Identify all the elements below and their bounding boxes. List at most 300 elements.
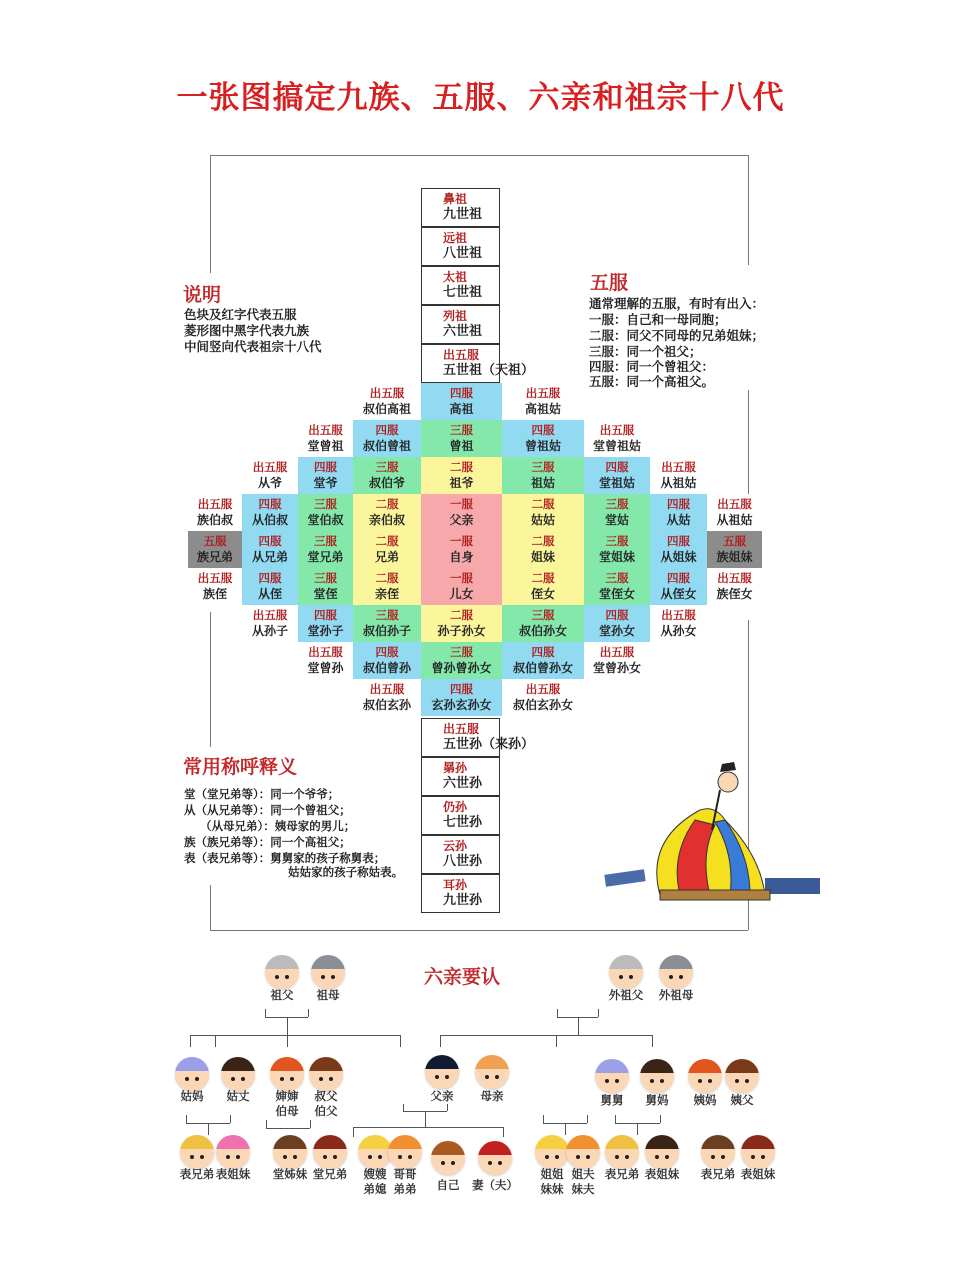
hair xyxy=(313,1135,347,1149)
mourning-tier: 三服 xyxy=(531,608,555,622)
eye xyxy=(368,1155,372,1159)
hair xyxy=(358,1135,392,1149)
kin-name: 叔伯曾孙 xyxy=(362,661,411,675)
eye xyxy=(290,1077,294,1081)
eye xyxy=(319,1077,323,1081)
kin-name: 孙子孙女 xyxy=(437,624,486,638)
mourning-tier: 出五服 xyxy=(308,645,343,659)
terms-heading: 常用称呼释义 xyxy=(183,756,298,778)
tree-connector xyxy=(215,1035,216,1047)
kin-name: 高祖姑 xyxy=(524,402,561,416)
eye xyxy=(629,975,633,979)
page-title: 一张图搞定九族、五服、六亲和祖宗十八代 xyxy=(176,80,785,116)
generation-name: 六世孙 xyxy=(443,776,483,791)
kinship-cell xyxy=(502,383,584,420)
person-face-icon xyxy=(265,955,299,989)
kin-name: 叔伯玄孙女 xyxy=(512,698,573,712)
kin-name: 叔伯玄孙 xyxy=(362,698,411,712)
eye xyxy=(669,975,673,979)
eye xyxy=(226,1155,230,1159)
generation-tier: 仍孙 xyxy=(443,800,468,814)
kinship-cell xyxy=(421,642,502,679)
hair xyxy=(725,1059,759,1073)
mourning-tier: 四服 xyxy=(375,645,399,659)
kinship-cell xyxy=(353,605,421,642)
hair xyxy=(311,955,345,969)
mourning-tier: 四服 xyxy=(531,645,555,659)
kinship-cell xyxy=(584,420,650,457)
person-face-icon xyxy=(595,1059,629,1093)
kin-name: 堂姐妹 xyxy=(598,550,635,564)
hair xyxy=(273,1135,307,1149)
wufu-line: 五服：同一个高祖父。 xyxy=(589,374,715,389)
tree-connector xyxy=(265,1009,266,1017)
kinship-cell xyxy=(584,605,650,642)
wufu-line: 四服：同一个曾祖父： xyxy=(589,359,715,374)
mourning-tier: 四服 xyxy=(450,682,473,696)
wufu-line: 一服：自己和一母同胞； xyxy=(589,312,727,327)
kin-name: 曾祖 xyxy=(449,439,474,453)
generation-box xyxy=(421,266,500,305)
eye xyxy=(660,1079,664,1083)
mourning-tier: 出五服 xyxy=(252,608,288,622)
kin-name: 从伯叔 xyxy=(251,513,288,527)
mourning-tier: 三服 xyxy=(605,571,629,585)
mourning-tier: 四服 xyxy=(605,608,629,622)
eye xyxy=(285,975,289,979)
eye xyxy=(721,1155,725,1159)
mourning-tier: 四服 xyxy=(375,423,399,437)
kin-name: 亲伯叔 xyxy=(368,513,405,527)
person-label: 堂姊妹 xyxy=(272,1167,308,1181)
hair xyxy=(180,1135,214,1149)
eye xyxy=(555,1155,559,1159)
kin-name: 亲侄 xyxy=(374,587,399,601)
kinship-cell xyxy=(707,531,762,568)
tree-connector xyxy=(543,1115,544,1123)
person-face-icon xyxy=(701,1135,735,1169)
mourning-tier: 一服 xyxy=(450,534,473,548)
terms-line: 从（从兄弟等）：同一个曾祖父； xyxy=(184,803,351,817)
generation-tier: 出五服 xyxy=(443,722,480,736)
kinship-cell xyxy=(421,494,502,531)
kinship-cell xyxy=(353,494,421,531)
person-face-icon xyxy=(388,1135,422,1169)
mourning-tier: 出五服 xyxy=(661,608,696,622)
person-label: 堂兄弟 xyxy=(312,1167,348,1181)
eye xyxy=(650,1079,654,1083)
generation-name: 五世祖（天祖） xyxy=(443,363,535,378)
mourning-tier: 出五服 xyxy=(369,682,405,696)
kin-name: 从姐妹 xyxy=(660,550,697,564)
kinship-cell xyxy=(353,679,421,716)
kin-name: 族侄 xyxy=(202,587,227,601)
kin-name: 叔伯爷 xyxy=(368,476,405,490)
person-label: 姨妈 xyxy=(693,1093,717,1107)
eye xyxy=(498,1161,502,1165)
scholar-illustration-icon xyxy=(600,760,825,910)
kin-name: 从孙子 xyxy=(251,624,288,638)
kin-name: 从爷 xyxy=(257,476,282,490)
tree-connector xyxy=(190,1035,400,1036)
kinship-cell xyxy=(298,642,353,679)
kinship-cell xyxy=(650,457,707,494)
legend-heading: 说明 xyxy=(183,284,222,306)
generation-name: 九世祖 xyxy=(443,207,483,222)
eye xyxy=(241,1077,245,1081)
kinship-cell xyxy=(584,642,650,679)
frame-right xyxy=(748,390,749,495)
kinship-cell xyxy=(421,420,502,457)
tree-connector xyxy=(186,1115,187,1123)
person-face-icon xyxy=(180,1135,214,1169)
mourning-tier: 四服 xyxy=(605,460,629,474)
kinship-cell xyxy=(584,494,650,531)
person-face-icon xyxy=(431,1141,465,1175)
legend-line: 中间竖向代表祖宗十八代 xyxy=(184,339,322,354)
wufu-line: 通常理解的五服，有时有出入： xyxy=(589,296,765,311)
wufu-line: 二服：同父不同母的兄弟姐妹； xyxy=(589,328,765,343)
person-face-icon xyxy=(741,1135,775,1169)
kinship-cell xyxy=(502,605,584,642)
kinship-cell xyxy=(421,457,502,494)
kinship-cell xyxy=(584,568,650,605)
mourning-tier: 三服 xyxy=(314,571,337,585)
person-face-icon xyxy=(309,1057,343,1091)
generation-tier: 云孙 xyxy=(443,839,468,853)
kin-name: 堂爷 xyxy=(313,476,338,490)
hair xyxy=(605,1135,639,1149)
person-label: 祖父 xyxy=(270,988,294,1002)
person-face-icon xyxy=(535,1135,569,1169)
kin-name: 从兄弟 xyxy=(251,550,288,564)
tree-connector xyxy=(598,1009,599,1017)
wufu-line: 三服：同一个祖父； xyxy=(589,344,702,359)
hair xyxy=(431,1141,465,1155)
kinship-cell xyxy=(650,531,707,568)
person-face-icon xyxy=(566,1135,600,1169)
kin-name: 祖姑 xyxy=(530,476,555,490)
person-label: 哥哥 弟弟 xyxy=(393,1167,417,1196)
mourning-tier: 出五服 xyxy=(308,423,343,437)
tree-connector xyxy=(565,1123,566,1135)
terms-line: 族（族兄弟等）：同一个高祖父； xyxy=(184,835,351,849)
hair xyxy=(221,1057,255,1071)
kinship-cell xyxy=(584,531,650,568)
eye xyxy=(485,1075,489,1079)
person-label: 婶婶 伯母 xyxy=(275,1089,299,1118)
kin-name: 堂曾孙 xyxy=(307,661,344,675)
person-face-icon xyxy=(475,1055,509,1089)
person-face-icon xyxy=(358,1135,392,1169)
kin-name: 堂兄弟 xyxy=(307,550,344,564)
eye xyxy=(275,975,279,979)
person-face-icon xyxy=(175,1057,209,1091)
mourning-tier: 出五服 xyxy=(599,645,635,659)
mourning-tier: 五服 xyxy=(203,534,227,548)
hair xyxy=(216,1135,250,1149)
kin-name: 自身 xyxy=(449,550,474,564)
mourning-tier: 出五服 xyxy=(661,460,696,474)
person-label: 表兄弟 xyxy=(700,1167,736,1181)
eye xyxy=(708,1079,712,1083)
tree-connector xyxy=(230,1115,231,1123)
kinship-cell xyxy=(584,457,650,494)
generation-name: 八世祖 xyxy=(443,246,483,261)
kin-name: 族侄女 xyxy=(716,587,753,601)
person-face-icon xyxy=(313,1135,347,1169)
tree-connector xyxy=(503,1127,504,1137)
mourning-tier: 四服 xyxy=(450,386,473,400)
kin-name: 从姑 xyxy=(666,513,691,527)
kin-name: 姐妹 xyxy=(530,550,555,564)
tree-connector xyxy=(615,1115,616,1123)
kinship-cell xyxy=(353,420,421,457)
frame-left xyxy=(210,155,211,273)
kin-name: 从孙女 xyxy=(660,624,697,638)
mourning-tier: 三服 xyxy=(375,460,399,474)
hair xyxy=(175,1057,209,1071)
kinship-cell xyxy=(242,568,298,605)
mourning-tier: 出五服 xyxy=(197,497,233,511)
frame-bottom xyxy=(210,930,748,931)
kinship-cell xyxy=(707,568,762,605)
kin-name: 叔伯曾孙女 xyxy=(512,661,573,675)
mourning-tier: 二服 xyxy=(375,497,399,511)
legend-line: 菱形图中黑字代表九族 xyxy=(184,323,310,338)
mourning-tier: 出五服 xyxy=(369,386,405,400)
kin-name: 堂姑 xyxy=(604,513,629,527)
person-face-icon xyxy=(605,1135,639,1169)
hair xyxy=(270,1057,304,1071)
mourning-tier: 二服 xyxy=(450,608,473,622)
person-face-icon xyxy=(273,1135,307,1169)
hair xyxy=(640,1059,674,1073)
generation-box xyxy=(421,718,535,757)
kinship-cell xyxy=(502,457,584,494)
kin-name: 堂侄 xyxy=(313,587,338,601)
tree-connector xyxy=(587,1115,588,1123)
kin-name: 曾孙曾孙女 xyxy=(431,661,492,675)
kinship-cell xyxy=(502,420,584,457)
kinship-cell xyxy=(188,568,242,605)
mourning-tier: 出五服 xyxy=(599,423,635,437)
person-label: 表姐妹 xyxy=(644,1167,680,1181)
kinship-cell xyxy=(502,642,584,679)
mourning-tier: 二服 xyxy=(531,534,555,548)
kin-name: 堂侄女 xyxy=(598,587,635,601)
hair xyxy=(566,1135,600,1149)
generation-tier: 出五服 xyxy=(443,348,480,362)
legend-line: 色块及红字代表五服 xyxy=(184,307,297,322)
mourning-tier: 四服 xyxy=(258,571,282,585)
eye xyxy=(488,1161,492,1165)
generation-name: 七世孙 xyxy=(443,815,483,830)
mourning-tier: 出五服 xyxy=(525,682,561,696)
eye xyxy=(761,1155,765,1159)
person-label: 姨父 xyxy=(730,1093,754,1107)
mourning-tier: 四服 xyxy=(258,534,282,548)
kin-name: 儿女 xyxy=(449,587,474,601)
frame-left xyxy=(210,885,211,930)
tree-connector xyxy=(266,1128,310,1129)
person-label: 表兄弟 xyxy=(179,1167,215,1181)
kin-name: 高祖 xyxy=(449,402,474,416)
eye xyxy=(190,1155,194,1159)
kinship-cell xyxy=(298,420,353,457)
generation-tier: 太祖 xyxy=(443,270,468,284)
eye xyxy=(615,1155,619,1159)
mourning-tier: 三服 xyxy=(450,423,473,437)
generation-tier: 远祖 xyxy=(443,231,468,245)
hair xyxy=(309,1057,343,1071)
kinship-cell xyxy=(242,605,298,642)
tree-connector xyxy=(425,1111,426,1127)
kinship-cell xyxy=(298,494,353,531)
kin-name: 姑姑 xyxy=(530,513,555,527)
mourning-tier: 三服 xyxy=(605,534,629,548)
person-face-icon xyxy=(688,1059,722,1093)
tree-connector xyxy=(447,1104,448,1111)
person-label: 表兄弟 xyxy=(604,1167,640,1181)
mourning-tier: 二服 xyxy=(450,460,473,474)
tree-connector xyxy=(310,1120,311,1128)
person-face-icon xyxy=(725,1059,759,1093)
tree-connector xyxy=(353,1127,354,1137)
tree-connector xyxy=(660,1115,661,1123)
hair xyxy=(388,1135,422,1149)
person-label: 自己 xyxy=(436,1178,460,1192)
frame-left xyxy=(210,612,211,747)
eye xyxy=(236,1155,240,1159)
eye xyxy=(545,1155,549,1159)
eye xyxy=(283,1155,287,1159)
generation-name: 九世孙 xyxy=(443,893,483,908)
kin-name: 叔伯高祖 xyxy=(362,402,411,416)
kin-name: 叔伯孙子 xyxy=(362,624,411,638)
tree-connector xyxy=(637,1123,638,1135)
person-label: 姐姐 妹妹 xyxy=(540,1167,564,1196)
generation-box xyxy=(421,835,500,874)
mourning-tier: 出五服 xyxy=(717,497,752,511)
tree-connector xyxy=(353,1127,503,1128)
eye xyxy=(231,1077,235,1081)
mourning-tier: 四服 xyxy=(258,497,282,511)
generation-name: 五世孙（来孙） xyxy=(443,737,535,752)
generation-tier: 列祖 xyxy=(443,309,468,323)
terms-line: 姑姑家的孩子称姑表。 xyxy=(184,865,404,879)
person-label: 表姐妹 xyxy=(215,1167,251,1181)
kin-name: 父亲 xyxy=(449,513,474,527)
person-face-icon xyxy=(221,1057,255,1091)
kinship-cell xyxy=(298,531,353,568)
person-label: 舅舅 xyxy=(600,1093,624,1107)
person-label: 外祖父 xyxy=(608,988,644,1002)
mourning-tier: 二服 xyxy=(375,534,399,548)
generation-box xyxy=(421,874,500,913)
hair xyxy=(265,955,299,969)
person-face-icon xyxy=(640,1059,674,1093)
eye xyxy=(293,1155,297,1159)
eye xyxy=(445,1075,449,1079)
kin-name: 堂曾祖姑 xyxy=(592,439,641,453)
wufu-heading: 五服 xyxy=(590,272,629,294)
generation-tier: 鼻祖 xyxy=(443,192,468,206)
tree-connector xyxy=(287,1035,288,1047)
person-label: 父亲 xyxy=(430,1089,454,1103)
tree-connector xyxy=(190,1035,191,1047)
tree-connector xyxy=(287,1017,288,1035)
tree-connector xyxy=(556,1035,557,1047)
kin-name: 族姐妹 xyxy=(716,550,753,564)
hair xyxy=(595,1059,629,1073)
kinship-cell xyxy=(421,383,502,420)
kinship-cell xyxy=(502,494,584,531)
mourning-tier: 四服 xyxy=(667,571,690,585)
eye xyxy=(378,1155,382,1159)
tree-connector xyxy=(578,1017,579,1035)
kinship-cell xyxy=(242,494,298,531)
kin-name: 堂曾祖 xyxy=(307,439,344,453)
kinship-cell xyxy=(421,531,502,568)
generation-box xyxy=(421,344,535,383)
person-face-icon xyxy=(609,955,643,989)
eye xyxy=(435,1075,439,1079)
kinship-cell xyxy=(650,568,707,605)
kinship-cell xyxy=(353,383,421,420)
kinship-cell xyxy=(298,568,353,605)
mourning-tier: 二服 xyxy=(531,497,555,511)
kinship-cell xyxy=(353,642,421,679)
kinship-cell xyxy=(298,605,353,642)
kin-name: 族伯叔 xyxy=(196,513,233,527)
eye xyxy=(280,1077,284,1081)
generation-tier: 晜孙 xyxy=(443,761,468,775)
person-label: 表姐妹 xyxy=(740,1167,776,1181)
kin-name: 堂伯叔 xyxy=(307,513,344,527)
generation-box xyxy=(421,757,500,796)
person-label: 祖母 xyxy=(316,988,340,1002)
person-label: 母亲 xyxy=(480,1089,504,1103)
eye xyxy=(441,1161,445,1165)
mourning-tier: 三服 xyxy=(375,608,399,622)
mourning-tier: 四服 xyxy=(667,497,690,511)
person-face-icon xyxy=(311,955,345,989)
eye xyxy=(323,1155,327,1159)
kinship-cell xyxy=(502,679,584,716)
terms-line: 堂（堂兄弟等）：同一个爷爷； xyxy=(184,787,340,801)
eye xyxy=(576,1155,580,1159)
kinship-cell xyxy=(502,568,584,605)
person-label: 姐夫 妹夫 xyxy=(571,1167,595,1196)
kin-name: 兄弟 xyxy=(374,550,399,564)
person-face-icon xyxy=(478,1141,512,1175)
person-label: 妻（夫） xyxy=(472,1178,518,1192)
generation-name: 六世祖 xyxy=(443,324,483,339)
kin-name: 堂曾孙女 xyxy=(592,661,641,675)
eye xyxy=(679,975,683,979)
mourning-tier: 三服 xyxy=(605,497,629,511)
kinship-cell xyxy=(353,457,421,494)
kin-name: 从侄 xyxy=(257,587,282,601)
mourning-tier: 一服 xyxy=(450,571,473,585)
hair xyxy=(425,1055,459,1069)
tree-connector xyxy=(208,1123,209,1135)
kin-name: 玄孙玄孙女 xyxy=(431,698,492,712)
frame-right xyxy=(748,155,749,265)
eye xyxy=(451,1161,455,1165)
generation-box xyxy=(421,188,500,227)
